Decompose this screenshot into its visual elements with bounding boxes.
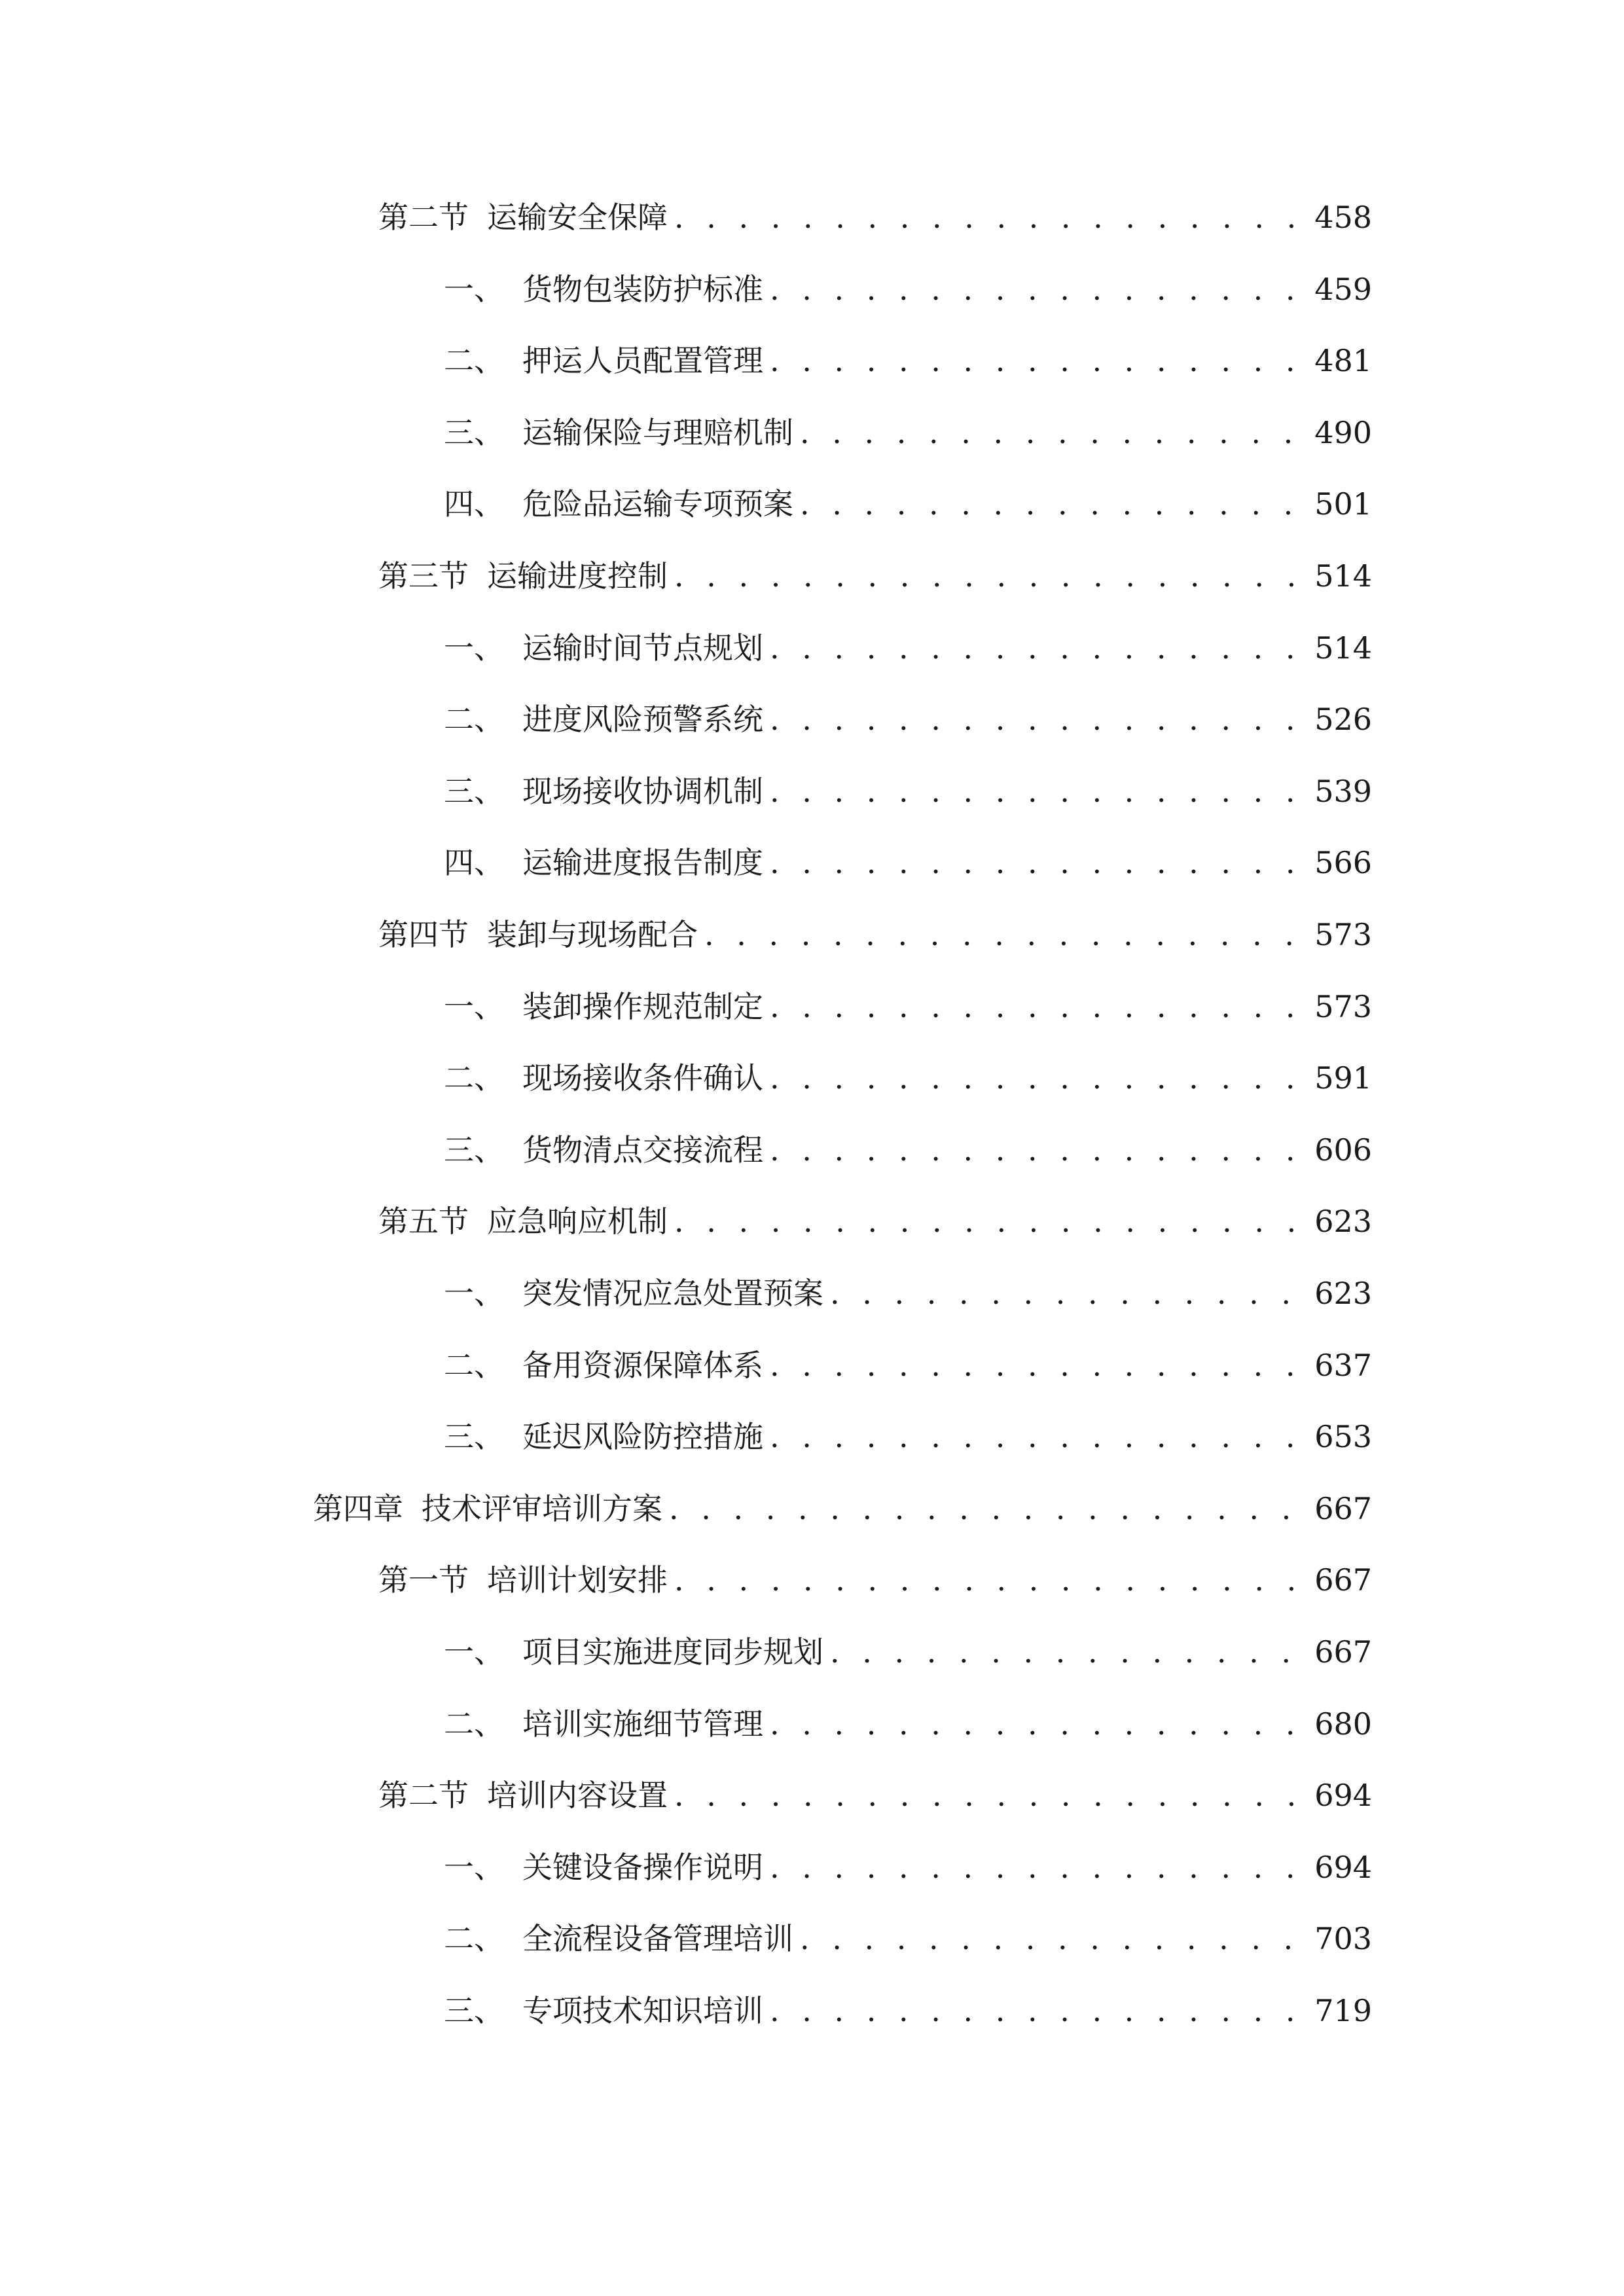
toc-entry[interactable]	[378, 191, 1372, 243]
toc-entry[interactable]	[444, 1698, 1372, 1750]
dot-leader	[770, 836, 1303, 889]
toc-page-number: 694	[1314, 1850, 1372, 1885]
toc-page-number: 623	[1314, 1276, 1372, 1311]
toc-entry[interactable]	[313, 1482, 1372, 1535]
toc-entry[interactable]	[444, 478, 1372, 530]
toc-entry-text	[444, 263, 770, 315]
toc-entry-title: 货物包装防护标准	[522, 272, 763, 307]
dot-leader	[674, 191, 1303, 243]
toc-page-number: 490	[1314, 415, 1372, 450]
toc-page-number: 694	[1314, 1778, 1372, 1813]
toc-entry-title: 现场接收条件确认	[522, 1060, 763, 1096]
toc-page-number: 526	[1314, 702, 1372, 737]
toc-entry-title: 危险品运输专项预案	[522, 486, 793, 522]
toc-entry-text	[444, 1339, 770, 1391]
toc-entry[interactable]	[378, 550, 1372, 602]
toc-entry-text	[444, 693, 770, 745]
toc-page-number: 667	[1314, 1634, 1372, 1670]
toc-page-number: 573	[1314, 917, 1372, 952]
toc-entry-text	[444, 334, 770, 387]
toc-entry[interactable]	[444, 836, 1372, 889]
dot-leader	[770, 980, 1303, 1033]
toc-entry-number: 一、	[444, 1850, 504, 1885]
toc-entry-title: 运输进度报告制度	[522, 845, 763, 880]
dot-leader	[800, 478, 1303, 530]
toc-page-number: 667	[1314, 1562, 1372, 1598]
toc-entry[interactable]	[378, 1554, 1372, 1606]
dot-leader	[770, 1052, 1303, 1104]
toc-entry[interactable]	[378, 1195, 1372, 1247]
toc-page-number: 667	[1314, 1491, 1372, 1526]
toc-entry-title: 运输时间节点规划	[522, 630, 763, 666]
toc-entry-title: 突发情况应急处置预案	[522, 1276, 823, 1311]
toc-entry-number: 二、	[444, 343, 504, 378]
toc-page-number: 653	[1314, 1419, 1372, 1454]
toc-entry-number: 三、	[444, 1993, 504, 2028]
toc-entry-text	[378, 1769, 674, 1821]
toc-entry[interactable]	[444, 1841, 1372, 1893]
toc-entry-title: 专项技术知识培训	[522, 1993, 763, 2028]
toc-entry-number: 三、	[444, 774, 504, 809]
toc-entry-title: 全流程设备管理培训	[522, 1921, 793, 1956]
toc-entry[interactable]	[378, 1769, 1372, 1821]
dot-leader	[800, 1912, 1303, 1965]
toc-entry-number: 一、	[444, 630, 504, 666]
dot-leader	[770, 693, 1303, 745]
toc-entry-number: 二、	[444, 1706, 504, 1742]
toc-entry[interactable]	[378, 908, 1372, 961]
toc-entry-number: 二、	[444, 1060, 504, 1096]
toc-entry-number: 第二节	[378, 1778, 469, 1813]
dot-leader	[770, 334, 1303, 387]
toc-page-number: 514	[1314, 630, 1372, 666]
toc-entry-number: 一、	[444, 989, 504, 1024]
toc-entry-number: 第四章	[313, 1491, 403, 1526]
toc-page-number: 514	[1314, 558, 1372, 594]
toc-entry-text	[444, 622, 770, 674]
toc-entry-title: 应急响应机制	[487, 1204, 668, 1239]
toc-entry-text	[444, 836, 770, 889]
dot-leader	[704, 908, 1303, 961]
toc-entry[interactable]	[444, 1984, 1372, 2037]
toc-entry-number: 三、	[444, 1419, 504, 1454]
dot-leader	[674, 1554, 1303, 1606]
toc-page-number: 703	[1314, 1921, 1372, 1956]
toc-entry-text	[444, 1124, 770, 1176]
toc-entry-number: 第四节	[378, 917, 469, 952]
toc-entry-number: 一、	[444, 272, 504, 307]
toc-page-number: 501	[1314, 486, 1372, 522]
dot-leader	[770, 765, 1303, 817]
toc-entry[interactable]	[444, 980, 1372, 1033]
toc-entry[interactable]	[444, 1339, 1372, 1391]
toc-entry-text	[378, 1195, 674, 1247]
toc-entry-number: 二、	[444, 1348, 504, 1383]
toc-entry[interactable]	[444, 1912, 1372, 1965]
toc-entry-text	[444, 765, 770, 817]
toc-entry-number: 三、	[444, 1132, 504, 1168]
toc-entry[interactable]	[444, 1410, 1372, 1463]
toc-entry[interactable]	[444, 1626, 1372, 1678]
toc-page-number: 606	[1314, 1132, 1372, 1168]
toc-entry-title: 进度风险预警系统	[522, 702, 763, 737]
toc-entry-text	[444, 1841, 770, 1893]
toc-entry-title: 项目实施进度同步规划	[522, 1634, 823, 1670]
dot-leader	[770, 622, 1303, 674]
dot-leader	[770, 1339, 1303, 1391]
toc-entry-number: 四、	[444, 845, 504, 880]
toc-page-number: 573	[1314, 989, 1372, 1024]
dot-leader	[674, 1769, 1303, 1821]
toc-entry[interactable]	[444, 622, 1372, 674]
toc-page-number: 680	[1314, 1706, 1372, 1742]
toc-entry-number: 第二节	[378, 200, 469, 235]
toc-entry-title: 运输保险与理赔机制	[522, 415, 793, 450]
toc-entry-title: 培训内容设置	[487, 1778, 668, 1813]
toc-entry-number: 第五节	[378, 1204, 469, 1239]
dot-leader	[830, 1626, 1303, 1678]
toc-entry-text	[313, 1482, 669, 1535]
dot-leader	[674, 1195, 1303, 1247]
toc-entry-number: 二、	[444, 1921, 504, 1956]
toc-entry-text	[444, 478, 800, 530]
toc-entry-text	[444, 406, 800, 459]
toc-page-number: 591	[1314, 1060, 1372, 1096]
toc-page-number: 459	[1314, 272, 1372, 307]
toc-entry-number: 四、	[444, 486, 504, 522]
toc-entry-title: 装卸操作规范制定	[522, 989, 763, 1024]
toc-page-number: 719	[1314, 1993, 1372, 2028]
toc-entry-title: 培训计划安排	[487, 1562, 668, 1598]
toc-entry-title: 技术评审培训方案	[422, 1491, 662, 1526]
toc-entry-number: 一、	[444, 1634, 504, 1670]
toc-entry-text	[444, 1698, 770, 1750]
dot-leader	[800, 406, 1303, 459]
toc-page-number: 623	[1314, 1204, 1372, 1239]
toc-entry-text	[378, 191, 674, 243]
toc-page-number: 637	[1314, 1348, 1372, 1383]
toc-entry-number: 第三节	[378, 558, 469, 594]
toc-page-number: 458	[1314, 200, 1372, 235]
toc-entry[interactable]	[444, 1052, 1372, 1104]
toc-entry-number: 一、	[444, 1276, 504, 1311]
toc-entry-number: 三、	[444, 415, 504, 450]
toc-entry-title: 延迟风险防控措施	[522, 1419, 763, 1454]
toc-entry-text	[444, 1984, 770, 2037]
toc-entry[interactable]	[444, 406, 1372, 459]
toc-entry-title: 运输安全保障	[487, 200, 668, 235]
toc-entry-text	[444, 1626, 830, 1678]
toc-entry-text	[444, 980, 770, 1033]
dot-leader	[770, 1410, 1303, 1463]
toc-entry-title: 培训实施细节管理	[522, 1706, 763, 1742]
toc-entry-text	[378, 550, 674, 602]
dot-leader	[770, 1841, 1303, 1893]
toc-entry[interactable]	[444, 1267, 1372, 1319]
toc-page-number: 539	[1314, 774, 1372, 809]
toc-entry-number: 第一节	[378, 1562, 469, 1598]
toc-entry-title: 押运人员配置管理	[522, 343, 763, 378]
toc-entry[interactable]	[444, 263, 1372, 315]
toc-page-number: 481	[1314, 343, 1372, 378]
toc-page-number: 566	[1314, 845, 1372, 880]
toc-entry[interactable]	[444, 693, 1372, 745]
toc-entry[interactable]	[444, 765, 1372, 817]
toc-entry-title: 关键设备操作说明	[522, 1850, 763, 1885]
toc-entry-title: 备用资源保障体系	[522, 1348, 763, 1383]
toc-entry[interactable]	[444, 1124, 1372, 1176]
toc-entry-text	[378, 1554, 674, 1606]
toc-entry-text	[444, 1912, 800, 1965]
dot-leader	[770, 1124, 1303, 1176]
dot-leader	[669, 1482, 1303, 1535]
toc-entry-number: 二、	[444, 702, 504, 737]
dot-leader	[674, 550, 1303, 602]
dot-leader	[770, 1984, 1303, 2037]
toc-entry-title: 货物清点交接流程	[522, 1132, 763, 1168]
toc-entry-title: 运输进度控制	[487, 558, 668, 594]
toc-entry-text	[444, 1410, 770, 1463]
dot-leader	[770, 263, 1303, 315]
toc-entry-text	[444, 1052, 770, 1104]
toc-entry-text	[378, 908, 704, 961]
toc-entry-title: 装卸与现场配合	[487, 917, 698, 952]
toc-entry-text	[444, 1267, 830, 1319]
toc-entry-title: 现场接收协调机制	[522, 774, 763, 809]
dot-leader	[770, 1698, 1303, 1750]
dot-leader	[830, 1267, 1303, 1319]
toc-entry[interactable]	[444, 334, 1372, 387]
